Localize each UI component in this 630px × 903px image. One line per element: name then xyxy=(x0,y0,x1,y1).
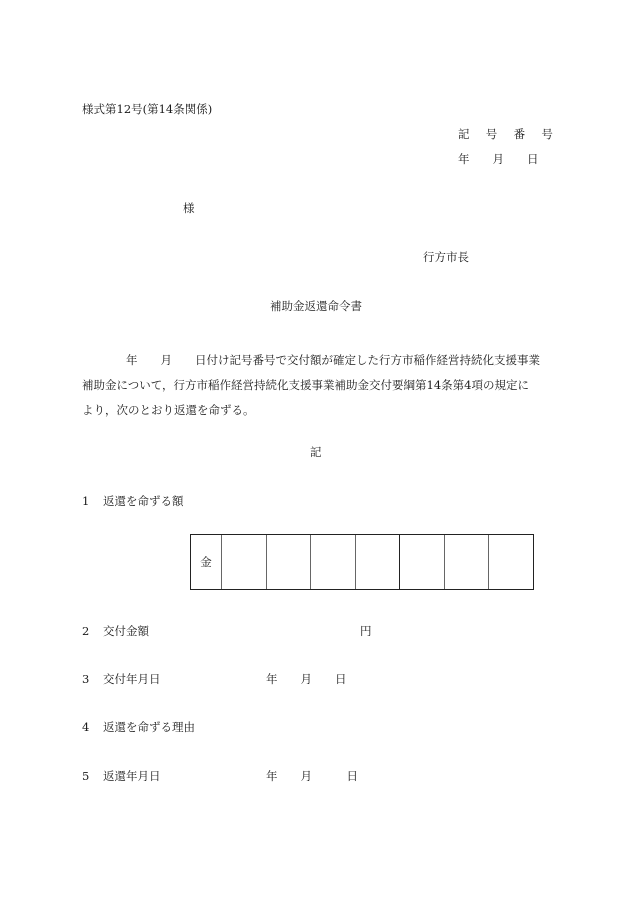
item-1-number: 1 xyxy=(82,494,90,508)
item-2-label: 交付金額 xyxy=(103,624,149,638)
item-5-number: 5 xyxy=(82,769,90,783)
ki-heading: 記 xyxy=(310,445,322,459)
item-1-label: 返還を命ずる額 xyxy=(103,494,184,508)
document-title: 補助金返還命令書 xyxy=(270,299,362,313)
amount-digit-cell[interactable] xyxy=(311,535,356,589)
issue-date-label: 年 月 日 xyxy=(458,152,539,166)
amount-digit-cell[interactable] xyxy=(222,535,267,589)
item-3-value: 年 月 日 xyxy=(266,672,347,686)
document-number-label: 記 号 番 号 xyxy=(458,127,560,141)
amount-digit-cell[interactable] xyxy=(489,535,533,589)
item-2-value: 円 xyxy=(360,624,372,638)
form-header: 様式第12号(第14条関係) xyxy=(82,102,213,116)
item-5-value: 年 月 日 xyxy=(266,769,358,783)
amount-digit-cell[interactable] xyxy=(356,535,401,589)
addressee-suffix: 様 xyxy=(183,201,195,215)
issuer-name: 行方市長 xyxy=(423,250,469,264)
item-4-label: 返還を命ずる理由 xyxy=(103,720,195,734)
item-5-label: 返還年月日 xyxy=(103,769,161,783)
body-paragraph xyxy=(82,348,552,423)
amount-box xyxy=(190,534,534,590)
amount-prefix: 金 xyxy=(191,535,222,589)
amount-digit-cell[interactable] xyxy=(267,535,312,589)
body-line-3: より，次のとおり返還を命ずる。 xyxy=(82,403,255,417)
amount-digit-cell[interactable] xyxy=(400,535,445,589)
body-line-1: 年 月 日付け記号番号で交付額が確定した行方市稲作経営持続化支援事業 xyxy=(126,353,540,367)
item-2-number: 2 xyxy=(82,624,90,638)
amount-digit-cell[interactable] xyxy=(445,535,490,589)
body-line-2: 補助金について，行方市稲作経営持続化支援事業補助金交付要綱第14条第4項の規定に xyxy=(82,378,529,392)
item-4-number: 4 xyxy=(82,720,90,734)
item-3-number: 3 xyxy=(82,672,90,686)
item-3-label: 交付年月日 xyxy=(103,672,161,686)
